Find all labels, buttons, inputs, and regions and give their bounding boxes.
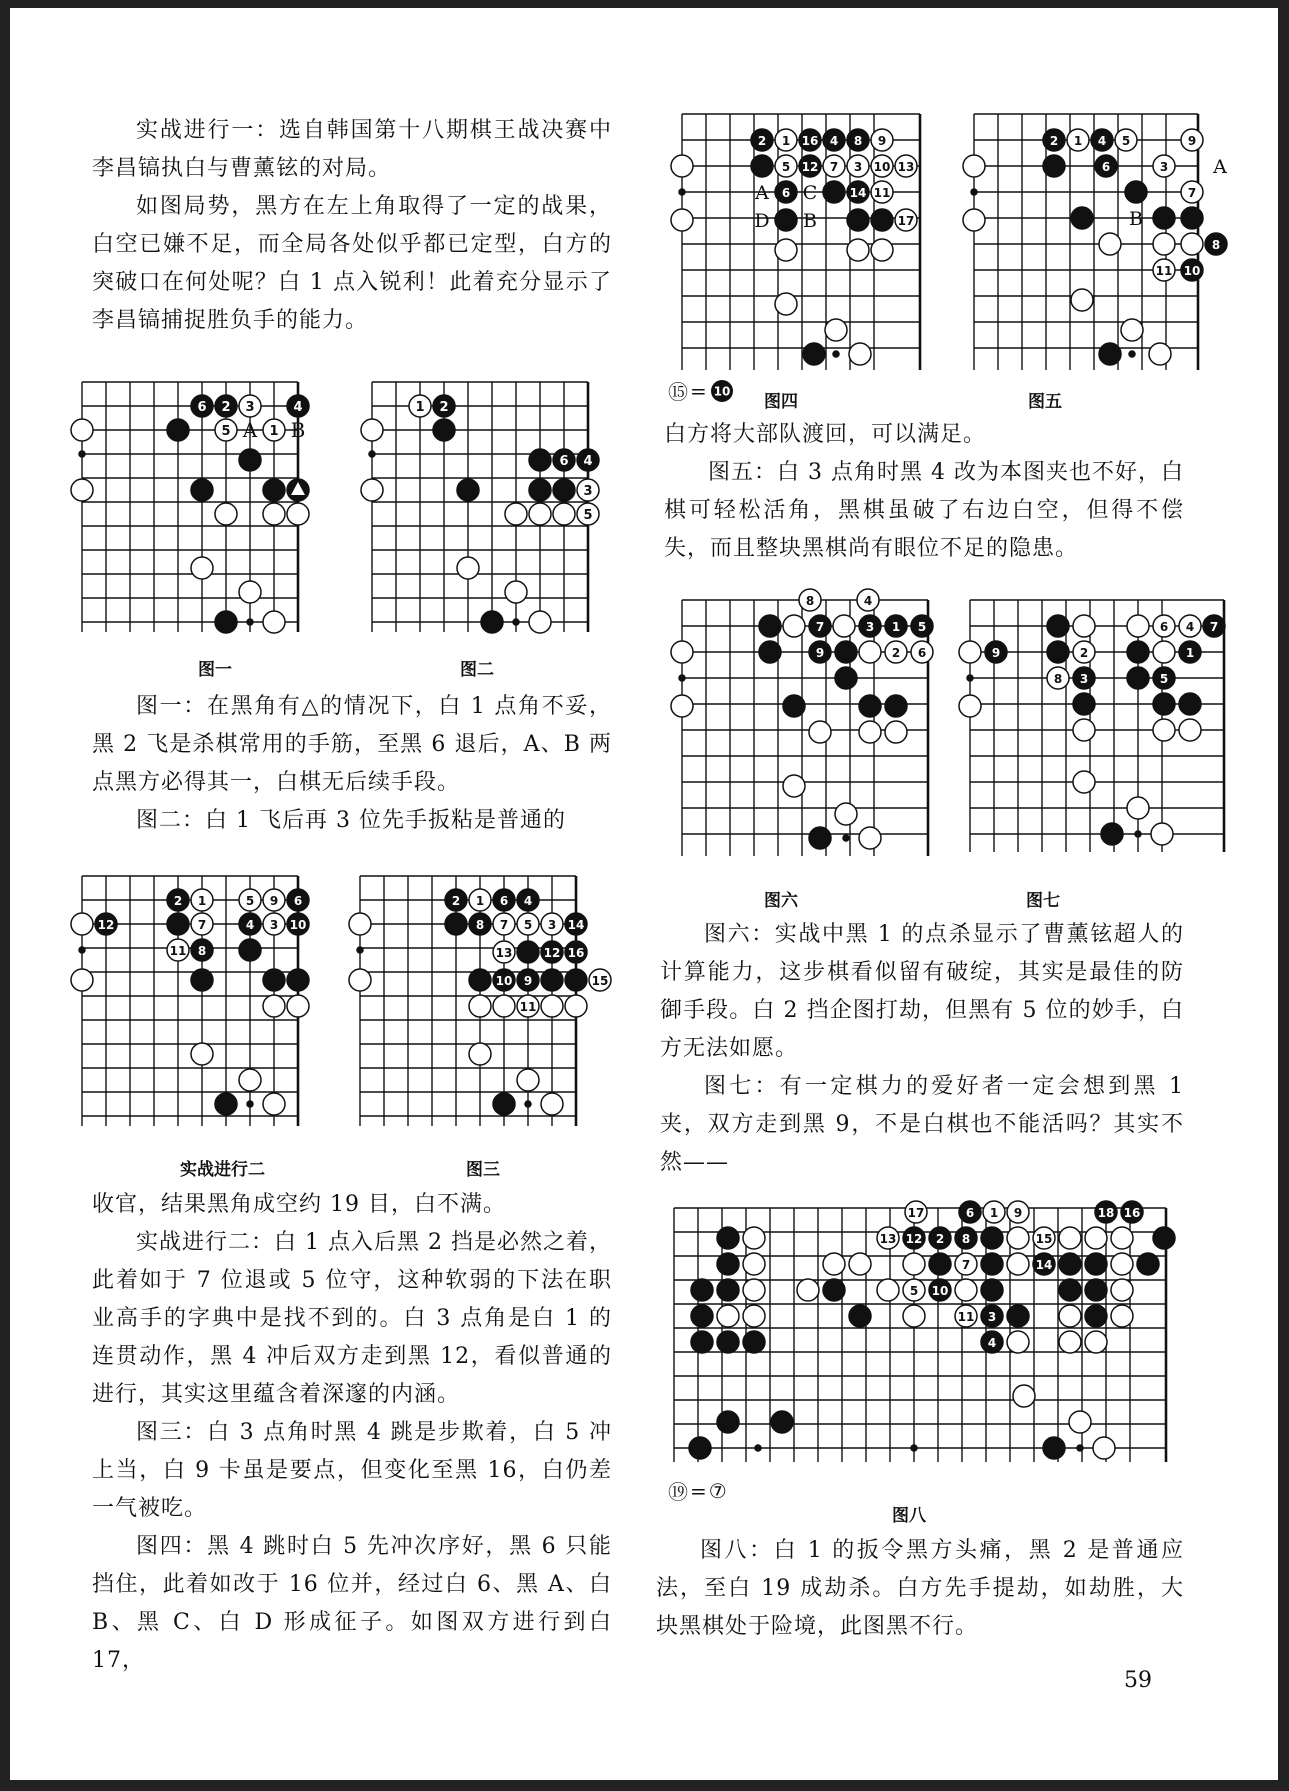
fig4-note [668, 376, 735, 405]
diagram-fig7 [962, 588, 1232, 858]
svg-text:A: A [1213, 156, 1227, 178]
svg-text:8: 8 [1211, 238, 1221, 252]
svg-text:12: 12 [543, 946, 561, 960]
stones [361, 395, 599, 633]
svg-text:6: 6 [197, 400, 207, 415]
fig12-explain-block [92, 688, 612, 840]
fig4-note-b: 10 [713, 384, 731, 398]
svg-text:14: 14 [567, 918, 585, 932]
svg-text:8: 8 [805, 594, 815, 608]
diagram-fig2 [368, 378, 638, 640]
svg-text:2: 2 [757, 134, 767, 148]
diagram-fig4 [670, 108, 950, 370]
svg-text:A: A [755, 182, 769, 204]
diagram-shizhan2 [74, 872, 334, 1134]
svg-text:1: 1 [891, 620, 901, 634]
fig4-note-eq: = [690, 378, 707, 403]
svg-text:6: 6 [965, 1206, 975, 1220]
go-board-fig3 [352, 872, 632, 1134]
svg-text:3: 3 [245, 400, 255, 415]
svg-text:3: 3 [547, 918, 557, 932]
svg-text:7: 7 [815, 620, 825, 634]
svg-text:2: 2 [451, 894, 461, 908]
svg-text:13: 13 [495, 946, 513, 960]
svg-text:4: 4 [1185, 620, 1195, 634]
svg-text:17: 17 [897, 214, 915, 228]
paragraph: 图五：白 3 点角时黑 4 改为本图夹也不好，白棋可轻松活角，黑棋虽破了右边白空，但得不偿失，而且整块黑棋尚有眼位不足的隐患。 [664, 460, 1184, 561]
fig8-note [668, 1476, 727, 1505]
svg-text:5: 5 [917, 620, 927, 634]
svg-text:5: 5 [1121, 134, 1131, 148]
svg-text:2: 2 [1079, 646, 1089, 660]
go-board-fig8 [670, 1200, 1170, 1470]
svg-text:6: 6 [499, 894, 509, 908]
stones [963, 129, 1227, 365]
svg-text:13: 13 [897, 160, 915, 174]
paragraph: 图四：黑 4 跳时白 5 先冲次序好，黑 6 只能挡住，此着如改于 16 位并，经过白 6、黑 A、白 B、黑 C、白 D 形成征子。如图双方进行到白 17， [92, 1534, 612, 1673]
svg-text:4: 4 [245, 918, 255, 932]
fig8-note-eq: = [690, 1478, 707, 1503]
svg-text:8: 8 [853, 134, 863, 148]
go-board-fig6 [670, 588, 950, 858]
svg-text:1: 1 [475, 894, 485, 908]
svg-text:7: 7 [197, 918, 207, 932]
svg-text:10: 10 [289, 918, 307, 932]
svg-text:12: 12 [801, 160, 819, 174]
svg-text:4: 4 [1097, 134, 1107, 148]
diagram-fig5 [962, 108, 1232, 370]
svg-text:6: 6 [293, 894, 303, 908]
go-board-fig2 [368, 378, 638, 640]
svg-text:1: 1 [269, 424, 279, 439]
svg-text:4: 4 [583, 454, 593, 469]
svg-text:15: 15 [1035, 1232, 1053, 1246]
svg-text:7: 7 [1209, 620, 1219, 634]
left-bottom-text-block [92, 1186, 612, 1680]
svg-text:11: 11 [1155, 264, 1173, 278]
svg-text:5: 5 [781, 160, 791, 174]
svg-text:1: 1 [197, 894, 207, 908]
fig4-note-stone [709, 378, 735, 404]
svg-text:8: 8 [475, 918, 485, 932]
svg-text:17: 17 [907, 1206, 925, 1220]
caption-fig3: 图三 [466, 1160, 500, 1180]
svg-text:D: D [754, 210, 770, 232]
svg-text:3: 3 [583, 484, 593, 499]
paragraph: 图八：白 1 的扳令黑方头痛，黑 2 是普通应法，至白 19 成劫杀。白方先手提劫，如劫胜，大块黑棋处于险境，此图黑不行。 [656, 1538, 1184, 1639]
svg-text:8: 8 [1053, 672, 1063, 686]
go-board-fig4 [670, 108, 950, 370]
caption-fig1: 图一 [198, 660, 232, 680]
svg-text:9: 9 [815, 646, 825, 660]
svg-text:6: 6 [781, 186, 791, 200]
svg-text:C: C [802, 182, 818, 204]
svg-text:11: 11 [873, 186, 891, 200]
paragraph: 白方将大部队渡回，可以满足。 [664, 422, 987, 447]
svg-text:10: 10 [931, 1284, 949, 1298]
svg-text:9: 9 [877, 134, 887, 148]
svg-text:5: 5 [523, 918, 533, 932]
svg-text:16: 16 [567, 946, 585, 960]
svg-text:2: 2 [439, 400, 449, 415]
svg-text:11: 11 [169, 944, 187, 958]
diagram-fig1 [78, 378, 348, 640]
svg-text:14: 14 [1035, 1258, 1053, 1272]
svg-text:3: 3 [1159, 160, 1169, 174]
right-bottom-text-block [656, 1532, 1184, 1646]
svg-text:12: 12 [905, 1232, 923, 1246]
svg-text:2: 2 [221, 400, 231, 415]
scan-border-bottom [0, 1780, 1289, 1791]
svg-text:13: 13 [879, 1232, 897, 1246]
svg-text:7: 7 [961, 1258, 971, 1272]
svg-text:10: 10 [495, 974, 513, 988]
caption-fig4: 图四 [764, 392, 798, 412]
svg-text:4: 4 [293, 400, 303, 415]
svg-text:3: 3 [987, 1310, 997, 1324]
go-board-shizhan2 [74, 872, 334, 1134]
svg-text:3: 3 [853, 160, 863, 174]
svg-text:10: 10 [873, 160, 891, 174]
svg-text:11: 11 [957, 1310, 975, 1324]
move-labels [1050, 134, 1220, 278]
svg-text:1: 1 [1073, 134, 1083, 148]
svg-text:4: 4 [863, 594, 873, 608]
stones [689, 1201, 1175, 1459]
svg-text:6: 6 [1159, 620, 1169, 634]
svg-text:16: 16 [1123, 1206, 1141, 1220]
svg-text:3: 3 [1079, 672, 1089, 686]
right-lower-text-block [660, 916, 1184, 1182]
intro-text-block [92, 112, 612, 340]
svg-text:6: 6 [559, 454, 569, 469]
svg-text:5: 5 [909, 1284, 919, 1298]
diagram-fig3 [352, 872, 632, 1134]
caption-shizhan2: 实战进行二 [180, 1160, 265, 1180]
svg-text:8: 8 [961, 1232, 971, 1246]
svg-text:9: 9 [269, 894, 279, 908]
go-board-fig1 [78, 378, 348, 640]
paragraph: 图一：在黑角有△的情况下，白 1 点角不妥，黑 2 飞是杀棋常用的手筋，至黑 6 退后，A、B 两点黑方必得其一，白棋无后续手段。 [92, 694, 612, 795]
paragraph: 图七：有一定棋力的爱好者一定会想到黑 1 夹，双方走到黑 9，不是白棋也不能活吗？其实不然—— [660, 1074, 1184, 1175]
scan-border-right [1278, 0, 1289, 1791]
paragraph: 图六：实战中黑 1 的点杀显示了曹薰铉超人的计算能力，这步棋看似留有破绽，其实是最佳的防御手段。白 2 挡企图打劫，但黑有 5 位的妙手，白方无法如愿。 [660, 922, 1184, 1061]
paragraph: 图二：白 1 飞后再 3 位先手扳粘是普通的 [136, 808, 566, 833]
svg-text:4: 4 [987, 1336, 997, 1350]
svg-text:15: 15 [591, 974, 609, 988]
svg-text:6: 6 [1101, 160, 1111, 174]
right-mid-text-block [664, 416, 1184, 568]
svg-text:11: 11 [519, 1000, 537, 1014]
svg-text:6: 6 [917, 646, 927, 660]
svg-text:2: 2 [935, 1232, 945, 1246]
scan-border-top [0, 0, 1289, 8]
svg-text:1: 1 [989, 1206, 999, 1220]
scan-border-left [0, 0, 10, 1791]
svg-text:5: 5 [245, 894, 255, 908]
paragraph: 收官，结果黑角成空约 19 目，白不满。 [92, 1192, 506, 1217]
caption-fig6: 图六 [764, 891, 798, 911]
svg-text:9: 9 [523, 974, 533, 988]
svg-text:16: 16 [801, 134, 819, 148]
svg-text:7: 7 [499, 918, 509, 932]
caption-fig2: 图二 [460, 660, 494, 680]
svg-text:9: 9 [1187, 134, 1197, 148]
svg-text:3: 3 [269, 918, 279, 932]
paragraph: 实战进行二：白 1 点入后黑 2 挡是必然之着，此着如于 7 位退或 5 位守，这种软弱的下法在职业高手的字典中是找不到的。白 3 点角是白 1 的连贯动作，黑 4 冲后双方走到黑 12，看似普通的进行，其实这里蕴含着深邃的内涵。 [92, 1230, 612, 1407]
caption-fig7: 图七 [1026, 891, 1060, 911]
go-board-fig7 [962, 588, 1232, 858]
svg-text:5: 5 [583, 508, 593, 523]
fig4-note-a: ⑮ [668, 380, 688, 404]
svg-text:7: 7 [829, 160, 839, 174]
svg-text:2: 2 [1049, 134, 1059, 148]
svg-text:1: 1 [415, 400, 425, 415]
svg-text:14: 14 [849, 186, 867, 200]
paragraph: 图三：白 3 点角时黑 4 跳是步欺着，白 5 冲上当，白 9 卡虽是要点，但变化至黑 16，白仍差一气被吃。 [92, 1420, 612, 1521]
caption-fig5: 图五 [1028, 392, 1062, 412]
svg-text:1: 1 [781, 134, 791, 148]
svg-text:7: 7 [1187, 186, 1197, 200]
svg-text:9: 9 [1013, 1206, 1023, 1220]
page-number: 59 [1124, 1668, 1152, 1693]
svg-text:B: B [803, 210, 817, 232]
svg-text:9: 9 [991, 646, 1001, 660]
fig8-note-b: ⑦ [708, 1478, 727, 1503]
svg-text:4: 4 [829, 134, 839, 148]
svg-text:12: 12 [97, 918, 115, 932]
go-board-fig5 [962, 108, 1232, 370]
svg-text:4: 4 [523, 894, 533, 908]
diagram-fig6 [670, 588, 950, 858]
svg-text:A: A [242, 418, 258, 442]
svg-text:10: 10 [1183, 264, 1201, 278]
svg-text:5: 5 [1159, 672, 1169, 686]
svg-text:8: 8 [197, 944, 207, 958]
svg-text:2: 2 [891, 646, 901, 660]
svg-text:B: B [290, 418, 306, 442]
svg-text:3: 3 [865, 620, 875, 634]
svg-text:1: 1 [1185, 646, 1195, 660]
paragraph: 实战进行一：选自韩国第十八期棋王战决赛中李昌镐执白与曹薰铉的对局。 [92, 118, 612, 181]
svg-text:B: B [1129, 208, 1143, 230]
svg-text:5: 5 [221, 424, 231, 439]
diagram-fig8 [670, 1200, 1170, 1470]
svg-text:2: 2 [173, 894, 183, 908]
paragraph: 如图局势，黑方在左上角取得了一定的战果，白空已嫌不足，而全局各处似乎都已定型，白方的突破口在何处呢？白 1 点入锐利！此着充分显示了李昌镐捕捉胜负手的能力。 [92, 194, 612, 333]
svg-text:18: 18 [1097, 1206, 1115, 1220]
caption-fig8: 图八 [892, 1506, 926, 1526]
fig8-note-a: ⑲ [668, 1480, 688, 1504]
